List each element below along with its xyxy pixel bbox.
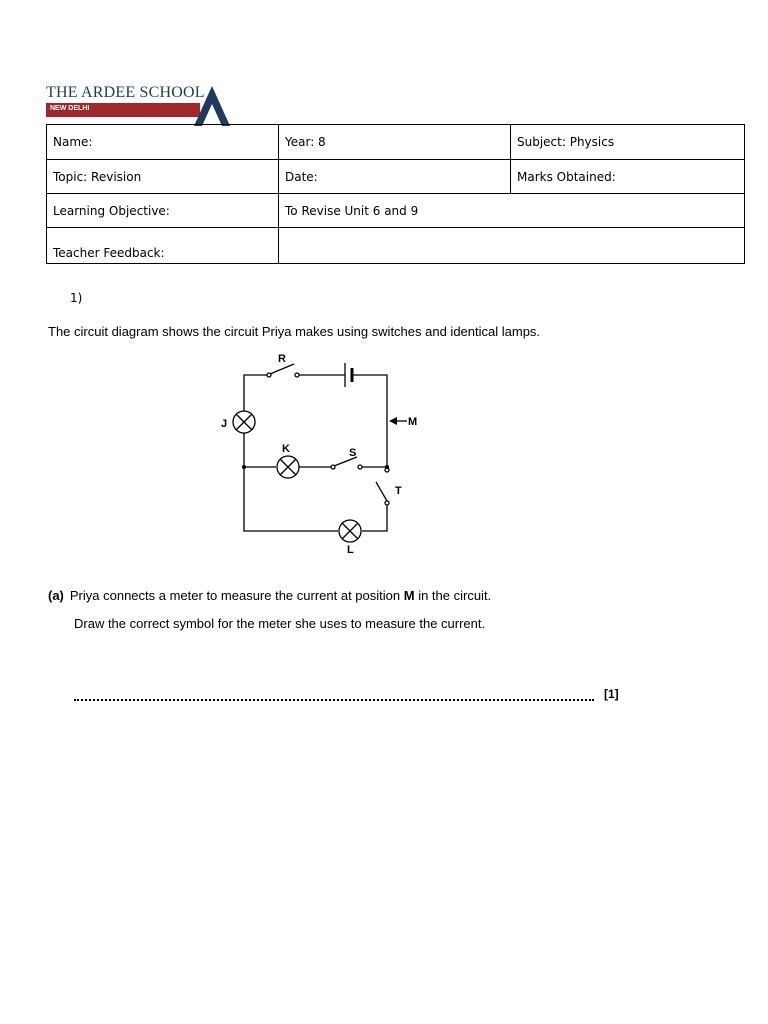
year-cell	[279, 125, 511, 160]
circuit-diagram	[210, 345, 440, 560]
logo-a-mark	[192, 84, 232, 128]
part-a-text-post: in the circuit.	[414, 588, 492, 603]
subject-cell	[511, 125, 745, 160]
topic-cell	[47, 160, 279, 194]
topic-value: Topic: Revision	[53, 169, 142, 184]
part-a-text-pre: Priya connects a meter to measure the current at position	[69, 588, 404, 603]
subject-value: Subject: Physics	[517, 135, 615, 149]
date-cell[interactable]	[279, 160, 511, 194]
question-intro: The circuit diagram shows the circuit Priya makes using switches and identical lamps.	[48, 324, 541, 339]
part-a-line1	[48, 588, 491, 603]
feedback-value-cell[interactable]	[279, 228, 745, 264]
objective-label-cell	[47, 194, 279, 228]
label-k: K	[282, 443, 290, 455]
name-cell[interactable]	[47, 125, 279, 160]
feedback-label-cell	[47, 228, 279, 264]
student-info-table	[46, 124, 745, 264]
label-s: S	[349, 447, 357, 459]
school-name: THE ARDEE SCHOOL	[46, 84, 205, 101]
name-label: Name:	[53, 135, 93, 149]
label-t: T	[395, 485, 402, 497]
answer-line[interactable]	[74, 691, 594, 701]
question-number: 1)	[70, 291, 83, 305]
school-location: NEW DELHI	[50, 105, 90, 112]
objective-value: To Revise Unit 6 and 9	[285, 203, 419, 218]
marks-cell[interactable]	[511, 160, 745, 194]
part-a-label: (a)	[48, 588, 64, 603]
school-logo	[46, 84, 246, 128]
marks-label: Marks Obtained:	[517, 169, 616, 184]
part-a-text-bold: M	[403, 588, 415, 603]
objective-label: Learning Objective:	[53, 203, 170, 218]
part-a-line2: Draw the correct symbol for the meter she uses to measure the current.	[74, 616, 486, 631]
label-m: M	[408, 416, 418, 428]
label-l: L	[347, 544, 354, 556]
label-r: R	[278, 353, 286, 365]
label-j: J	[221, 418, 228, 430]
year-value: Year: 8	[285, 135, 326, 149]
objective-value-cell	[279, 194, 745, 228]
marks-indicator: [1]	[604, 687, 619, 701]
feedback-label: Teacher Feedback:	[53, 246, 165, 260]
date-label: Date:	[285, 169, 318, 184]
